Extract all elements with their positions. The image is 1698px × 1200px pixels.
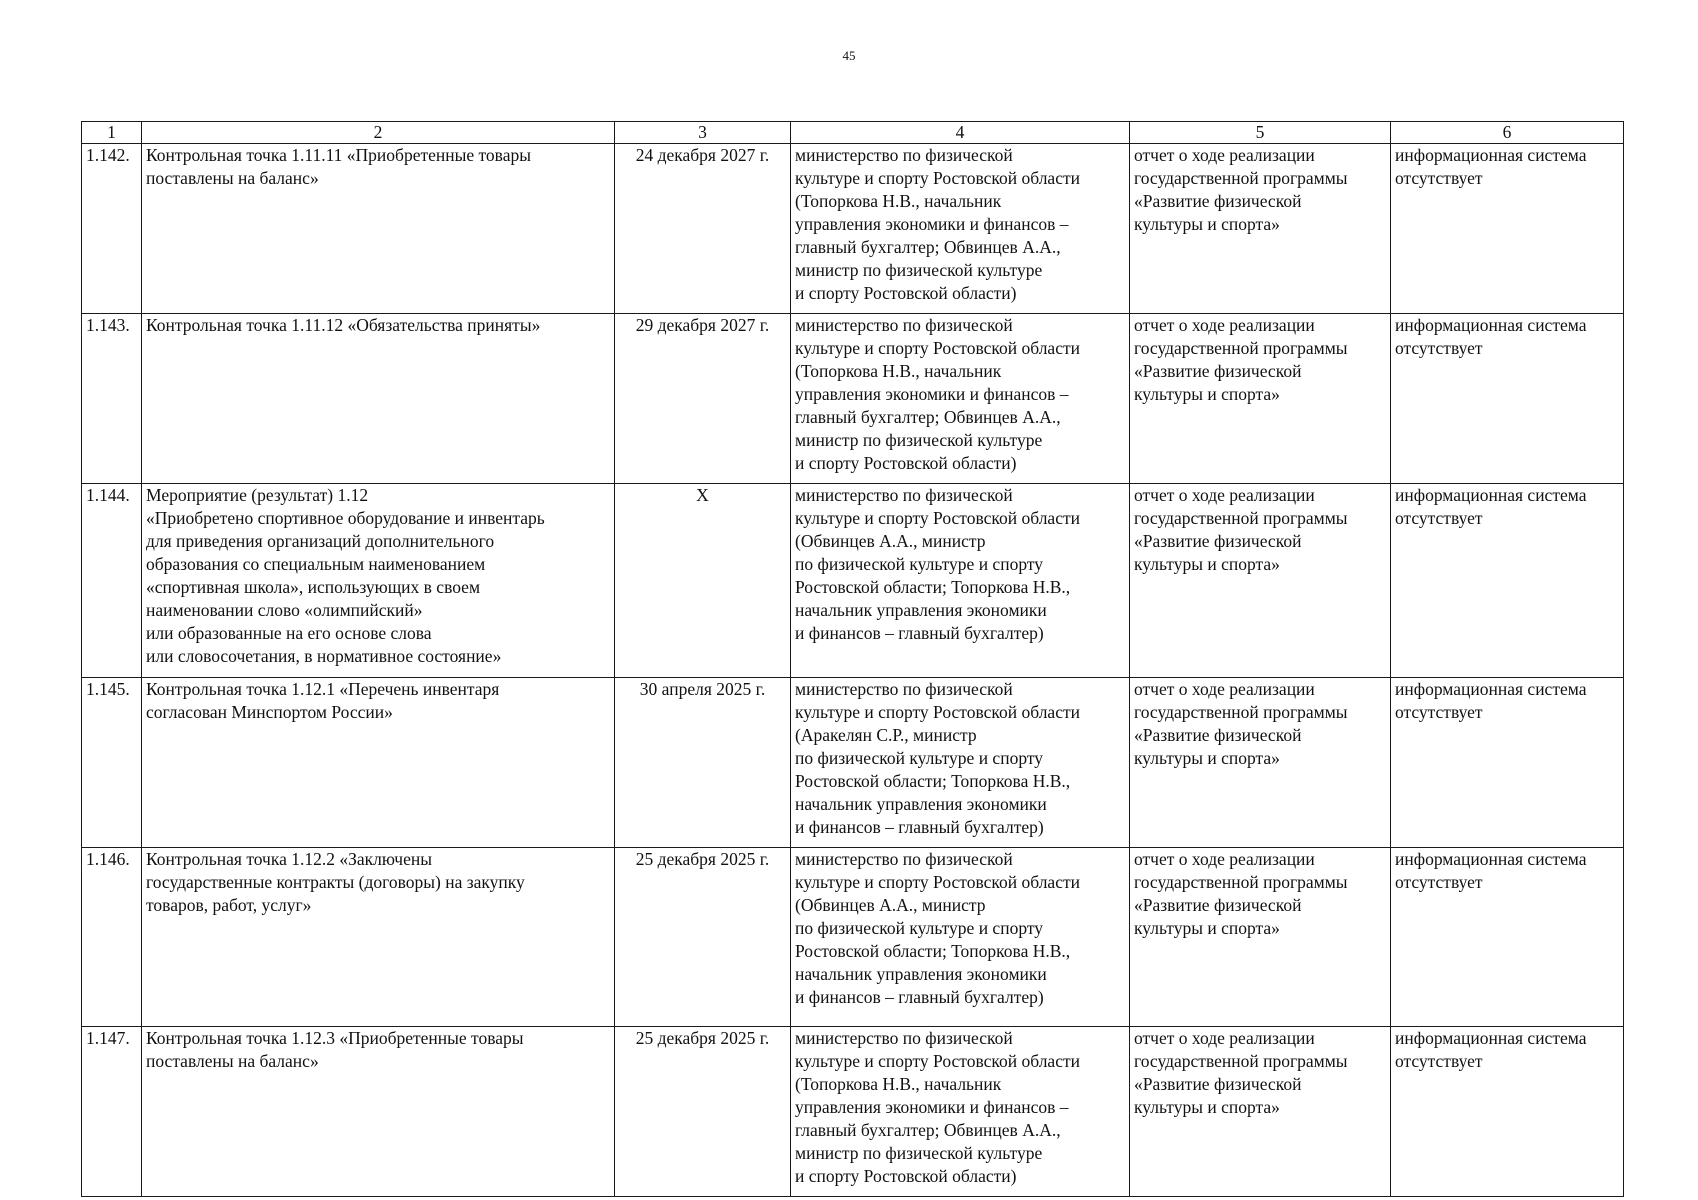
responsible-party-line: и финансов – главный бухгалтер) xyxy=(795,623,1044,643)
column-header: 4 xyxy=(791,122,1130,144)
item-name-line: наименовании слово «олимпийский» xyxy=(146,600,423,620)
information-system xyxy=(1391,484,1624,678)
item-name-line: Контрольная точка 1.11.11 «Приобретенные товары xyxy=(146,145,531,165)
responsible-party xyxy=(791,144,1130,314)
table-row xyxy=(82,848,1624,1027)
responsible-party-line: по физической культуре и спорту xyxy=(795,918,1043,938)
responsible-party-line: культуре и спорту Ростовской области xyxy=(795,168,1080,188)
item-name-line: или образованные на его основе слова xyxy=(146,623,432,643)
item-name-line: Мероприятие (результат) 1.12 xyxy=(146,485,369,505)
responsible-party-line: начальник управления экономики xyxy=(795,794,1047,814)
report-document-line: культуры и спорта» xyxy=(1134,214,1280,234)
report-document-line: государственной программы xyxy=(1134,1051,1348,1071)
responsible-party-line: министр по физической культуре xyxy=(795,1143,1043,1163)
row-number: 1.144. xyxy=(82,484,142,678)
responsible-party-line: министр по физической культуре xyxy=(795,430,1043,450)
responsible-party-line: культуре и спорту Ростовской области xyxy=(795,872,1080,892)
report-document-line: «Развитие физической xyxy=(1134,895,1302,915)
responsible-party xyxy=(791,484,1130,678)
responsible-party-line: министр по физической культуре xyxy=(795,260,1043,280)
responsible-party-line: главный бухгалтер; Обвинцев А.А., xyxy=(795,407,1061,427)
report-document-line: культуры и спорта» xyxy=(1134,554,1280,574)
column-header: 2 xyxy=(142,122,615,144)
report-document xyxy=(1130,1027,1391,1197)
report-document-line: государственной программы xyxy=(1134,508,1348,528)
information-system xyxy=(1391,848,1624,1027)
responsible-party-line: культуре и спорту Ростовской области xyxy=(795,1051,1080,1071)
row-number: 1.147. xyxy=(82,1027,142,1197)
deadline-date: 25 декабря 2025 г. xyxy=(615,848,791,1027)
table-header-row xyxy=(82,122,1624,144)
report-document-line: государственной программы xyxy=(1134,872,1348,892)
report-document xyxy=(1130,848,1391,1027)
item-name-line: поставлены на баланс» xyxy=(146,1051,319,1071)
report-document-line: отчет о ходе реализации xyxy=(1134,315,1315,335)
responsible-party-line: по физической культуре и спорту xyxy=(795,554,1043,574)
report-document xyxy=(1130,484,1391,678)
item-name-line: для приведения организаций дополнительного xyxy=(146,531,495,551)
information-system-line: информационная система xyxy=(1395,485,1587,505)
report-document-line: «Развитие физической xyxy=(1134,1074,1302,1094)
report-document-line: «Развитие физической xyxy=(1134,361,1302,381)
item-name xyxy=(142,678,615,848)
responsible-party-line: (Обвинцев А.А., министр xyxy=(795,895,986,915)
responsible-party-line: Ростовской области; Топоркова Н.В., xyxy=(795,941,1071,961)
report-document-line: государственной программы xyxy=(1134,338,1348,358)
row-number: 1.145. xyxy=(82,678,142,848)
responsible-party-line: (Топоркова Н.В., начальник xyxy=(795,361,1002,381)
report-document-line: «Развитие физической xyxy=(1134,191,1302,211)
control-points-table xyxy=(81,121,1624,1197)
deadline-date: X xyxy=(615,484,791,678)
information-system-line: информационная система xyxy=(1395,679,1587,699)
responsible-party-line: и финансов – главный бухгалтер) xyxy=(795,987,1044,1007)
report-document-line: отчет о ходе реализации xyxy=(1134,485,1315,505)
report-document-line: культуры и спорта» xyxy=(1134,1097,1280,1117)
report-document xyxy=(1130,314,1391,484)
responsible-party xyxy=(791,314,1130,484)
information-system-line: информационная система xyxy=(1395,145,1587,165)
responsible-party-line: (Обвинцев А.А., министр xyxy=(795,531,986,551)
responsible-party-line: управления экономики и финансов – xyxy=(795,214,1069,234)
report-document-line: культуры и спорта» xyxy=(1134,748,1280,768)
item-name-line: «спортивная школа», использующих в своем xyxy=(146,577,481,597)
responsible-party-line: и спорту Ростовской области) xyxy=(795,283,1017,303)
item-name xyxy=(142,848,615,1027)
item-name-line: поставлены на баланс» xyxy=(146,168,319,188)
item-name xyxy=(142,1027,615,1197)
item-name-line: или словосочетания, в нормативное состояние» xyxy=(146,646,502,666)
deadline-date: 29 декабря 2027 г. xyxy=(615,314,791,484)
responsible-party-line: министерство по физической xyxy=(795,679,1013,699)
responsible-party-line: начальник управления экономики xyxy=(795,964,1047,984)
responsible-party-line: министерство по физической xyxy=(795,849,1013,869)
report-document-line: государственной программы xyxy=(1134,168,1348,188)
item-name-line: Контрольная точка 1.11.12 «Обязательства приняты» xyxy=(146,315,541,335)
responsible-party xyxy=(791,678,1130,848)
information-system-line: информационная система xyxy=(1395,315,1587,335)
information-system-line: отсутствует xyxy=(1395,338,1483,358)
item-name xyxy=(142,314,615,484)
deadline-date: 25 декабря 2025 г. xyxy=(615,1027,791,1197)
table-row xyxy=(82,314,1624,484)
information-system xyxy=(1391,678,1624,848)
report-document-line: отчет о ходе реализации xyxy=(1134,849,1315,869)
responsible-party-line: управления экономики и финансов – xyxy=(795,1097,1069,1117)
item-name-line: «Приобретено спортивное оборудование и инвентарь xyxy=(146,508,545,528)
item-name-line: согласован Минспортом России» xyxy=(146,702,393,722)
table-row xyxy=(82,1027,1624,1197)
deadline-date: 24 декабря 2027 г. xyxy=(615,144,791,314)
report-document-line: культуры и спорта» xyxy=(1134,384,1280,404)
table-row xyxy=(82,144,1624,314)
item-name-line: товаров, работ, услуг» xyxy=(146,895,312,915)
responsible-party-line: культуре и спорту Ростовской области xyxy=(795,702,1080,722)
report-document xyxy=(1130,678,1391,848)
report-document-line: «Развитие физической xyxy=(1134,725,1302,745)
information-system-line: отсутствует xyxy=(1395,508,1483,528)
responsible-party-line: Ростовской области; Топоркова Н.В., xyxy=(795,577,1071,597)
item-name-line: государственные контракты (договоры) на закупку xyxy=(146,872,525,892)
table-row xyxy=(82,678,1624,848)
information-system-line: отсутствует xyxy=(1395,702,1483,722)
responsible-party-line: культуре и спорту Ростовской области xyxy=(795,508,1080,528)
column-header: 1 xyxy=(82,122,142,144)
item-name xyxy=(142,484,615,678)
column-header: 6 xyxy=(1391,122,1624,144)
responsible-party-line: министерство по физической xyxy=(795,485,1013,505)
item-name-line: Контрольная точка 1.12.3 «Приобретенные товары xyxy=(146,1028,524,1048)
information-system-line: отсутствует xyxy=(1395,1051,1483,1071)
responsible-party-line: и финансов – главный бухгалтер) xyxy=(795,817,1044,837)
information-system-line: информационная система xyxy=(1395,1028,1587,1048)
responsible-party-line: Ростовской области; Топоркова Н.В., xyxy=(795,771,1071,791)
item-name-line: образования со специальным наименованием xyxy=(146,554,486,574)
responsible-party-line: (Топоркова Н.В., начальник xyxy=(795,191,1002,211)
information-system xyxy=(1391,314,1624,484)
page-number: 45 xyxy=(842,48,856,63)
responsible-party-line: и спорту Ростовской области) xyxy=(795,453,1017,473)
responsible-party-line: управления экономики и финансов – xyxy=(795,384,1069,404)
column-header: 5 xyxy=(1130,122,1391,144)
report-document-line: отчет о ходе реализации xyxy=(1134,1028,1315,1048)
column-header: 3 xyxy=(615,122,791,144)
responsible-party-line: по физической культуре и спорту xyxy=(795,748,1043,768)
item-name xyxy=(142,144,615,314)
responsible-party-line: министерство по физической xyxy=(795,145,1013,165)
responsible-party xyxy=(791,848,1130,1027)
information-system-line: информационная система xyxy=(1395,849,1587,869)
responsible-party-line: и спорту Ростовской области) xyxy=(795,1166,1017,1186)
row-number: 1.146. xyxy=(82,848,142,1027)
report-document-line: государственной программы xyxy=(1134,702,1348,722)
report-document-line: отчет о ходе реализации xyxy=(1134,145,1315,165)
information-system xyxy=(1391,144,1624,314)
report-document xyxy=(1130,144,1391,314)
responsible-party-line: министерство по физической xyxy=(795,315,1013,335)
item-name-line: Контрольная точка 1.12.2 «Заключены xyxy=(146,849,432,869)
deadline-date: 30 апреля 2025 г. xyxy=(615,678,791,848)
report-document-line: культуры и спорта» xyxy=(1134,918,1280,938)
responsible-party-line: культуре и спорту Ростовской области xyxy=(795,338,1080,358)
responsible-party-line: министерство по физической xyxy=(795,1028,1013,1048)
information-system-line: отсутствует xyxy=(1395,872,1483,892)
report-document-line: отчет о ходе реализации xyxy=(1134,679,1315,699)
information-system xyxy=(1391,1027,1624,1197)
item-name-line: Контрольная точка 1.12.1 «Перечень инвентаря xyxy=(146,679,500,699)
responsible-party-line: главный бухгалтер; Обвинцев А.А., xyxy=(795,1120,1061,1140)
responsible-party-line: (Аракелян С.Р., министр xyxy=(795,725,977,745)
row-number: 1.143. xyxy=(82,314,142,484)
responsible-party-line: (Топоркова Н.В., начальник xyxy=(795,1074,1002,1094)
information-system-line: отсутствует xyxy=(1395,168,1483,188)
report-document-line: «Развитие физической xyxy=(1134,531,1302,551)
responsible-party-line: главный бухгалтер; Обвинцев А.А., xyxy=(795,237,1061,257)
table-row xyxy=(82,484,1624,678)
responsible-party xyxy=(791,1027,1130,1197)
row-number: 1.142. xyxy=(82,144,142,314)
responsible-party-line: начальник управления экономики xyxy=(795,600,1047,620)
table-body xyxy=(82,144,1624,1197)
